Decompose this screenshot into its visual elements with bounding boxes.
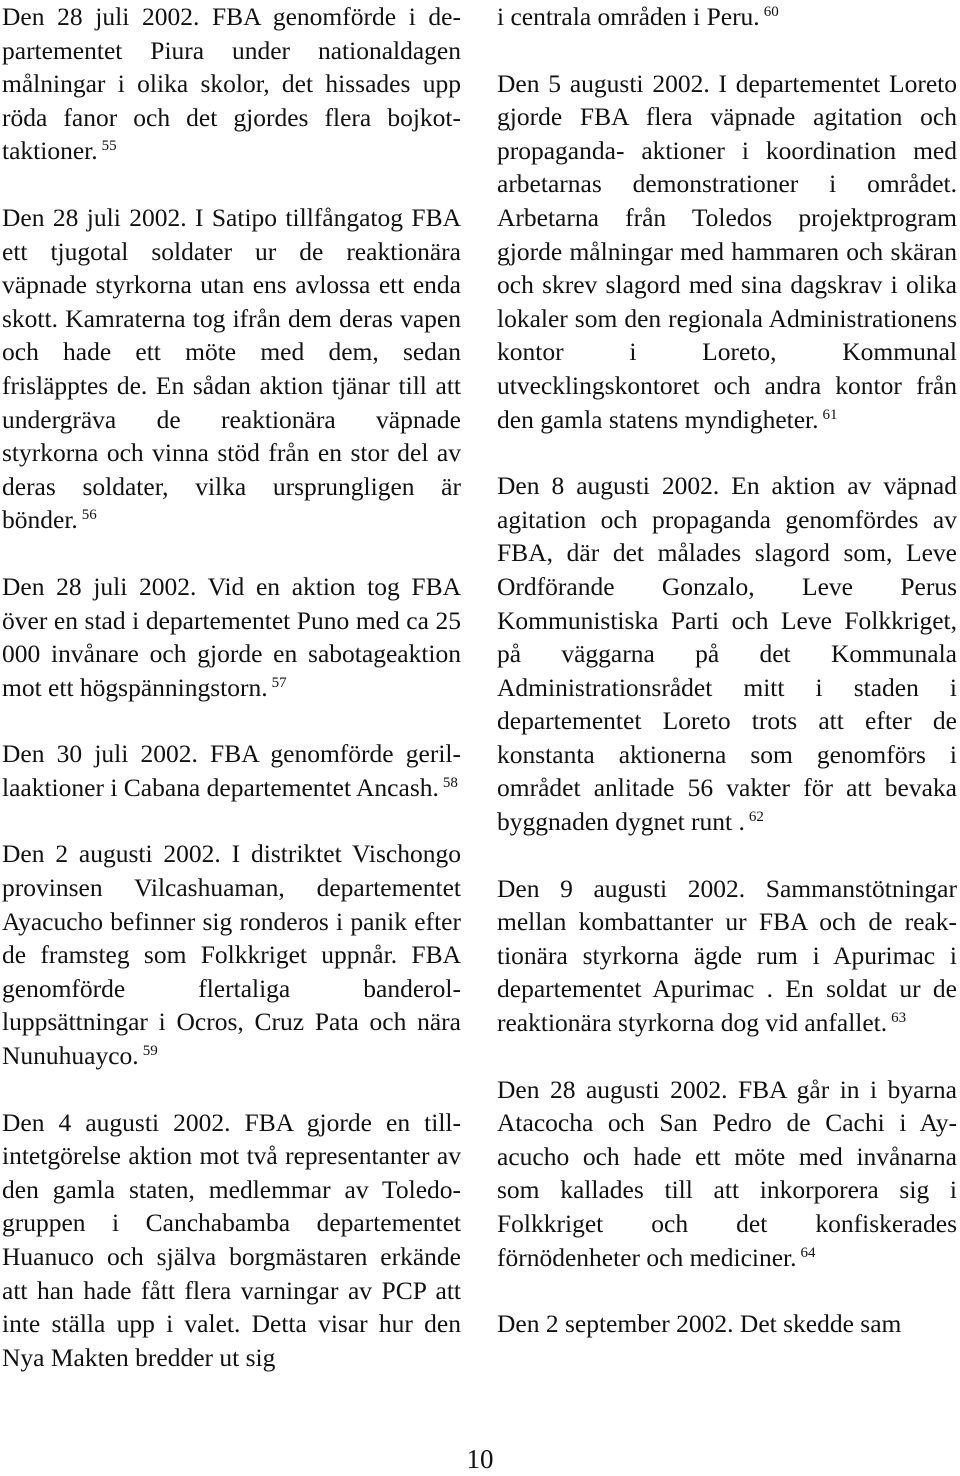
paragraph-jul-28-piura: Den 28 juli 2002. FBA genomförde i departementet Piura under nationaldagen målningar i olika skolor, det hissades upp röda fanor och det gjordes flera bojkottaktioner. $^{55}$	[2, 2, 461, 166]
paragraph-continuation-peru: i centrala områden i Peru. $^{60}$	[497, 2, 779, 31]
footnote-ref: 64	[800, 1244, 816, 1261]
footnote-ref: 62	[748, 809, 764, 826]
paragraph-aug-4-canchabamba: Den 4 augusti 2002. FBA gjorde en tillintetgörelse aktion mot två representanter av den gamla staten, medlemmar av Toledo-gruppen i Canchabamba departementet Huanuco och själva borgmästaren erkände att han hade fått flera varningar av PCP att inte ställa upp i valet. Detta visar hur den Nya Makten bredder ut sig	[2, 1107, 461, 1372]
paragraph-jul-30-cabana: Den 30 juli 2002. FBA genomförde gerillaaktioner i Cabana departementet Ancash. $^{58}$	[2, 739, 461, 802]
paragraph-jul-28-satipo: Den 28 juli 2002. I Satipo tillfångatog FBA ett tjugotal soldater ur de reaktionära väpnade styrkorna utan ens avlossa ett enda skott. Kamraterna tog ifrån dem deras vapen och hade ett möte med dem, sedan frisläpptes de. En sådan aktion tjänar till att undergräva de reaktionära väpnade styrkorna och vinna stöd från en stor del av deras soldater, vilka ursprungligen är bönder. $^{56}$	[2, 202, 461, 535]
paragraph-sep-2: Den 2 september 2002. Det skedde sam	[497, 1309, 902, 1339]
footnote-ref: 55	[101, 138, 117, 155]
footnote-ref: 60	[763, 4, 779, 20]
paragraph-aug-2-vischongo: Den 2 augusti 2002. I distriktet Vischongo provinsen Vilcashuaman, departementet Ayacucho befinner sig ronderos i panik efter de framsteg som Folkkriget uppnår. FBA genomförde flertaliga banderolluppsättningar i Ocros, Cruz Pata och nära Nunuhuayco. $^{59}$	[2, 839, 461, 1071]
page-number: 10	[466, 1444, 494, 1474]
paragraph-aug-5-loreto: Den 5 augusti 2002. I departementet Loreto gjorde FBA flera väpnade agitation och propaganda- aktioner i koordination med arbetarnas demonstrationer i området. Arbetarna från Toledos projektprogram gjorde målningar med hammaren och skäran och skrev slagord med sina dagskrav i olika lokaler som den regionala Administrationens kontor i Loreto, Kommunal utvecklingskontoret och andra kontor från den gamla statens myndigheter. $^{61}$	[497, 68, 957, 434]
right-column	[497, 0, 957, 1341]
paragraph-aug-9-apurimac: Den 9 augusti 2002. Sammanstötningar mellan kombattanter ur FBA och de reaktionära styrkorna ägde rum i Apurimac i departementet Apurimac . En soldat ur de reaktionära styrkorna dog vid anfallet. $^{63}$	[497, 873, 957, 1038]
footnote-ref: 58	[442, 774, 458, 791]
paragraph-aug-28-atacocha: Den 28 augusti 2002. FBA går in i byarna Atacocha och San Pedro de Cachi i Ayacucho och hade ett möte med invånarna som kallades till att inkorporera sig i Folkkriget och det konfiskerades förnödenheter och mediciner. $^{64}$	[497, 1074, 957, 1272]
footnote-ref: 61	[822, 406, 838, 423]
left-column	[2, 0, 461, 1374]
footnote-ref: 57	[271, 674, 287, 691]
paragraph-jul-28-puno: Den 28 juli 2002. Vid en aktion tog FBA över en stad i departementet Puno med ca 25 000 invånare och gjorde en sabotageaktion mot ett högspänningstorn. $^{57}$	[2, 571, 461, 702]
footnote-ref: 59	[142, 1043, 158, 1060]
footnote-ref: 63	[891, 1010, 907, 1027]
paragraph-aug-8-loreto: Den 8 augusti 2002. En aktion av väpnad agitation och propaganda genomfördes av FBA, där det målades slagord som, Leve Ordförande Gonzalo, Leve Perus Kommunistiska Parti och Leve Folkkriget, på väggarna på det Kommunala Administrationsrådet mitt i staden i departementet Loreto trots att efter de konstanta aktionerna som genomförs i området anlitade 56 vakter för att bevaka byggnaden dygnet runt . $^{62}$	[497, 471, 957, 837]
footnote-ref: 56	[81, 507, 97, 524]
